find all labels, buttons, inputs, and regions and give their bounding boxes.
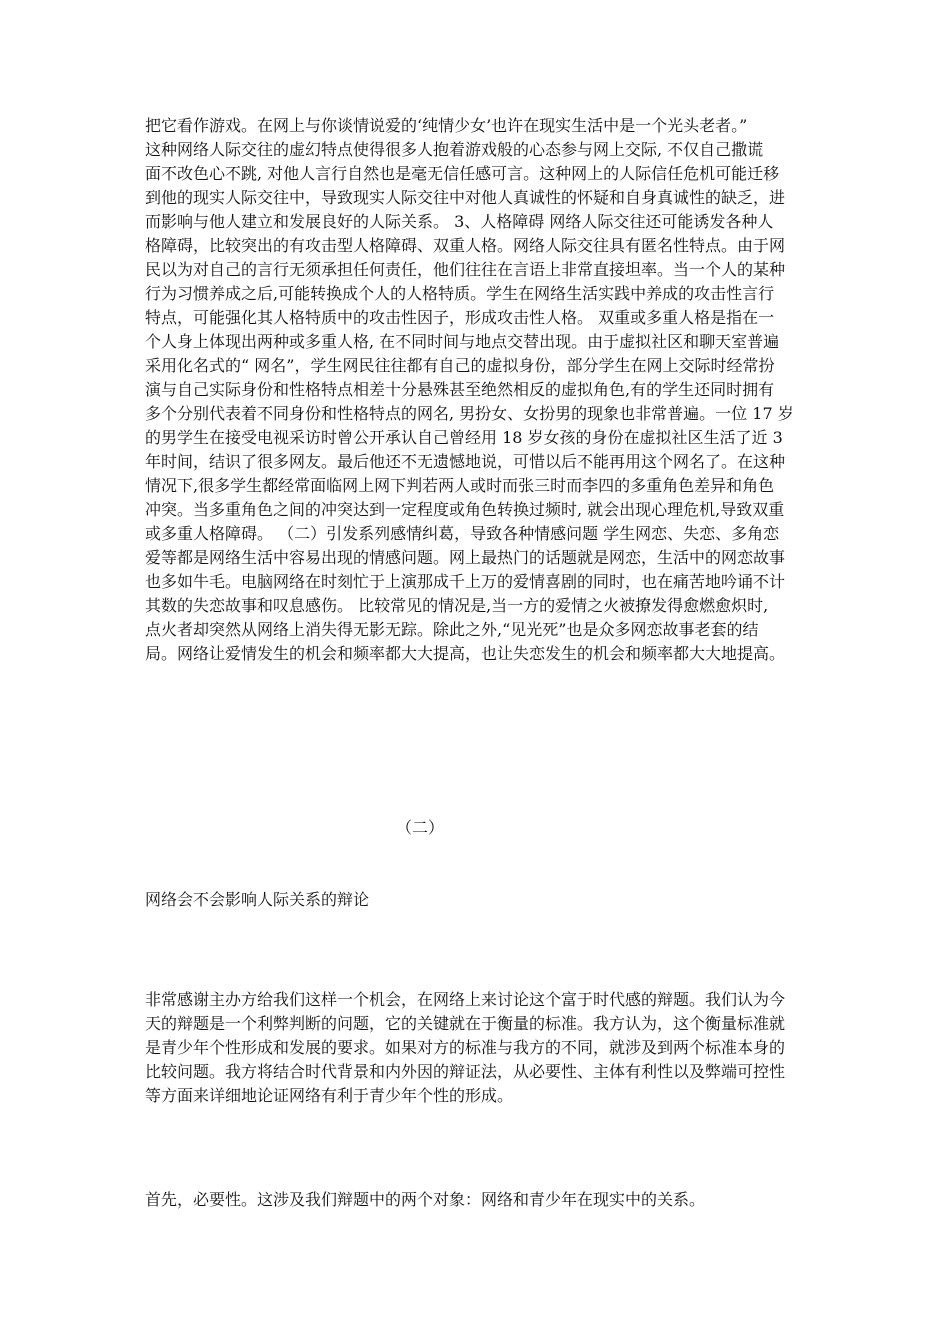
text-line: 的男学生在接受电视采访时曾公开承认自己曾经用 18 岁女孩的身份在虚拟社区生活了近 3 (145, 428, 783, 447)
debate-heading: 网络会不会影响人际关系的辩论 (145, 890, 370, 909)
text-line: 个人身上体现出两种或多重人格, 在不同时间与地点交替出现。由于虚拟社区和聊天室普遍 (145, 332, 780, 351)
text-line: 多个分别代表着不同身份和性格特点的网名, 男扮女、女扮男的现象也非常普遍。一位 17 岁 (145, 404, 794, 423)
text-line: 爱等都是网络生活中容易出现的情感问题。网上最热门的话题就是网恋，生活中的网恋故事 (145, 548, 786, 567)
text-line: 也多如牛毛。电脑网络在时刻忙于上演那成千上万的爱情喜剧的同时，也在痛苦地吟诵不计 (145, 572, 786, 591)
text-line: 面不改色心不跳, 对他人言行自然也是毫无信任感可言。这种网上的人际信任危机可能迁移 (145, 164, 780, 183)
text-line: 等方面来详细地论证网络有利于青少年个性的形成。 (145, 1086, 514, 1105)
text-line: 特点，可能强化其人格特质中的攻击性因子，形成攻击性人格。 双重或多重人格是指在一 (145, 308, 775, 327)
text-line: 到他的现实人际交往中，导致现实人际交往中对他人真诚性的怀疑和自身真诚性的缺乏，进 (145, 188, 786, 207)
text-line: 年时间，结识了很多网友。最后他还不无遗憾地说，可惜以后不能再用这个网名了。在这种 (145, 452, 786, 471)
body-paragraph-3: 首先，必要性。这涉及我们辩题中的两个对象：网络和青少年在现实中的关系。 (145, 1190, 706, 1209)
text-line: 这种网络人际交往的虚幻特点使得很多人抱着游戏般的心态参与网上交际, 不仅自己撒谎 (145, 140, 764, 159)
text-line: 或多重人格障碍。 （二）引发系列感情纠葛，导致各种情感问题 学生网恋、失恋、多角恋 (145, 524, 780, 543)
text-line: 冲突。当多重角色之间的冲突达到一定程度或角色转换过频时, 就会出现心理危机,导致双重 (145, 500, 785, 519)
body-paragraph-2 (145, 988, 805, 1108)
text-line: 是青少年个性形成和发展的要求。如果对方的标准与我方的不同，就涉及到两个标准本身的 (145, 1038, 786, 1057)
text-line: 而影响与他人建立和发展良好的人际关系。 3、人格障碍 网络人际交往还可能诱发各种人 (145, 212, 774, 231)
text-line: 比较问题。我方将结合时代背景和内外因的辩证法，从必要性、主体有利性以及弊端可控性 (145, 1062, 786, 1081)
text-line: 民以为对自己的言行无须承担任何责任，他们往往在言语上非常直接坦率。当一个人的某种 (145, 260, 786, 279)
text-line: 天的辩题是一个利弊判断的问题，它的关键就在于衡量的标准。我方认为，这个衡量标准就 (145, 1014, 786, 1033)
text-line: 情况下,很多学生都经常面临网上网下判若两人或时而张三时而李四的多重角色差异和角色 (145, 476, 775, 495)
body-paragraph-1 (145, 114, 805, 666)
text-line: 把它看作游戏。在网上与你谈情说爱的‘纯情少女’也许在现实生活中是一个光头老者。” (145, 116, 748, 135)
text-line: 格障碍，比较突出的有攻击型人格障碍、双重人格。网络人际交往具有匿名性特点。由于网 (145, 236, 786, 255)
text-line: 点火者却突然从网络上消失得无影无踪。除此之外,“见光死”也是众多网恋故事老套的结 (145, 620, 759, 639)
text-line: 局。网络让爱情发生的机会和频率都大大提高，也让失恋发生的机会和频率都大大地提高。 (145, 644, 786, 663)
text-line: 非常感谢主办方给我们这样一个机会，在网络上来讨论这个富于时代感的辩题。我们认为今 (145, 990, 786, 1009)
text-line: 演与自己实际身份和性格特点相差十分悬殊甚至绝然相反的虚拟角色,有的学生还同时拥有 (145, 380, 775, 399)
section-marker: （二） (395, 818, 444, 837)
text-line: 行为习惯养成之后,可能转换成个人的人格特质。学生在网络生活实践中养成的攻击性言行 (145, 284, 775, 303)
text-line: 其数的失恋故事和叹息感伤。 比较常见的情况是,当一方的爱情之火被撩发得愈燃愈炽时, (145, 596, 769, 615)
text-line: 采用化名式的“ 网名”，学生网民往往都有自己的虚拟身份，部分学生在网上交际时经常扮 (145, 356, 775, 375)
